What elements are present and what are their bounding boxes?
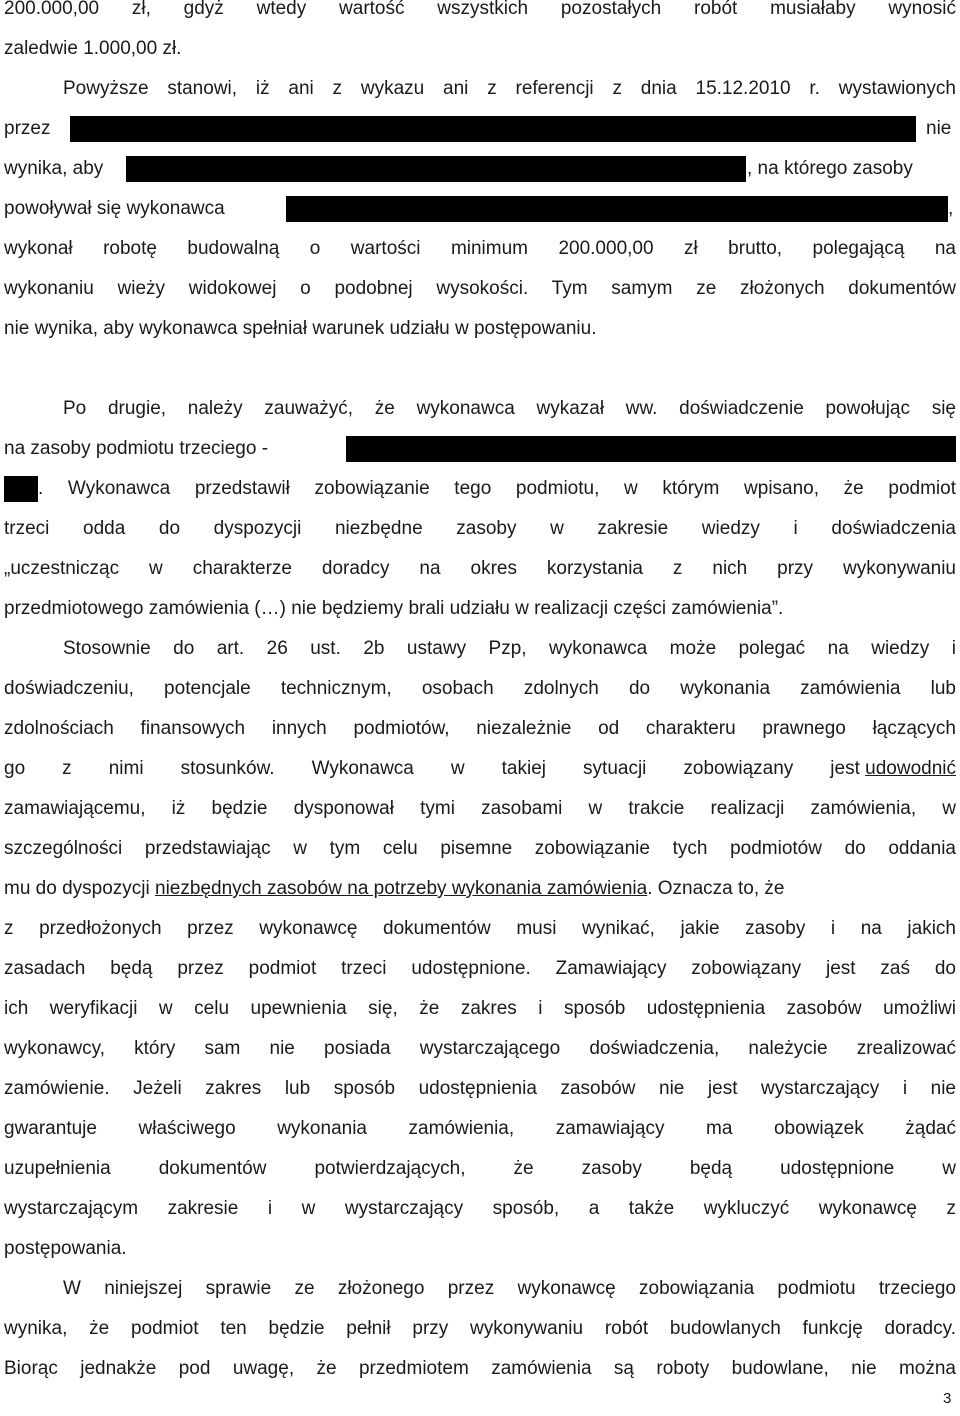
text-segment: go z nimi stosunków. Wykonawca w takiej sytuacji zobowiązany jest bbox=[4, 758, 866, 779]
text-line: zasadach będą przez podmiot trzeci udostępnione. Zamawiający zobowiązany jest zaś do bbox=[4, 958, 956, 979]
text-line: zamówienie. Jeżeli zakres lub sposób udostępnienia zasobów nie jest wystarczający i nie bbox=[4, 1078, 956, 1099]
redaction-bar bbox=[346, 436, 956, 462]
text-line: W niniejszej sprawie ze złożonego przez wykonawcę zobowiązania podmiotu trzeciego bbox=[63, 1278, 956, 1299]
text-line: przedmiotowego zamówienia (…) nie będziemy brali udziału w realizacji części zamówienia”. bbox=[4, 598, 784, 619]
text-line: . Wykonawca przedstawił zobowiązanie tego podmiotu, w którym wpisano, że podmiot bbox=[38, 478, 956, 499]
text-line: wynika, że podmiot ten będzie pełnił przy wykonywaniu robót budowlanych funkcję doradcy. bbox=[4, 1318, 956, 1339]
page-number: 3 bbox=[943, 1390, 952, 1407]
text-line: ich weryfikacji w celu upewnienia się, że zakres i sposób udostępnienia zasobów umożliwi bbox=[4, 998, 956, 1019]
text-line bbox=[4, 756, 956, 782]
text-line: powoływał się wykonawca bbox=[4, 198, 225, 219]
text-line: Powyższe stanowi, iż ani z wykazu ani z referencji z dnia 15.12.2010 r. wystawionych bbox=[63, 78, 956, 99]
text-line: wykonał robotę budowalną o wartości minimum 200.000,00 zł brutto, polegającą na bbox=[4, 238, 956, 259]
text-line: zaledwie 1.000,00 zł. bbox=[4, 38, 182, 59]
text-line: uzupełnienia dokumentów potwierdzających, że zasoby będą udostępnione w bbox=[4, 1158, 956, 1179]
text-line: wynika, aby bbox=[4, 158, 104, 179]
text-line: gwarantuje właściwego wykonania zamówienia, zamawiający ma obowiązek żądać bbox=[4, 1118, 956, 1139]
underlined-text: udowodnić bbox=[865, 758, 956, 779]
redaction-bar bbox=[126, 156, 746, 182]
text-line: doświadczeniu, potencjale technicznym, osobach zdolnych do wykonania zamówienia lub bbox=[4, 678, 956, 699]
text-line: Stosownie do art. 26 ust. 2b ustawy Pzp, wykonawca może polegać na wiedzy i bbox=[63, 638, 956, 659]
redaction-bar bbox=[70, 116, 916, 142]
text-line: 200.000,00 zł, gdyż wtedy wartość wszystkich pozostałych robót musiałaby wynosić bbox=[4, 0, 956, 19]
text-line: , bbox=[948, 198, 954, 219]
text-line: Biorąc jednakże pod uwagę, że przedmiotem zamówienia są roboty budowlane, nie można bbox=[4, 1358, 956, 1379]
text-line: na zasoby podmiotu trzeciego - bbox=[4, 438, 269, 459]
text-line: wykonaniu wieży widokowej o podobnej wysokości. Tym samym ze złożonych dokumentów bbox=[4, 278, 956, 299]
text-line: wystarczającym zakresie i w wystarczający sposób, a także wykluczyć wykonawcę z bbox=[4, 1198, 956, 1219]
text-line: z przedłożonych przez wykonawcę dokumentów musi wynikać, jakie zasoby i na jakich bbox=[4, 918, 956, 939]
text-line: , na którego zasoby bbox=[747, 158, 913, 179]
text-line: wykonawcy, który sam nie posiada wystarczającego doświadczenia, należycie zrealizować bbox=[4, 1038, 956, 1059]
text-line: postępowania. bbox=[4, 1238, 127, 1259]
text-line: zdolnościach finansowych innych podmiotów, niezależnie od charakteru prawnego łączących bbox=[4, 718, 956, 739]
redaction-bar bbox=[286, 196, 948, 222]
text-segment: . Oznacza to, że bbox=[647, 878, 785, 899]
underlined-text: niezbędnych zasobów na potrzeby wykonania zamówienia bbox=[155, 878, 648, 899]
redaction-bar bbox=[4, 476, 38, 502]
text-line: przez bbox=[4, 118, 51, 139]
text-line: zamawiającemu, iż będzie dysponował tymi zasobami w trakcie realizacji zamówienia, w bbox=[4, 798, 956, 819]
text-line: „uczestnicząc w charakterze doradcy na okres korzystania z nich przy wykonywaniu bbox=[4, 558, 956, 579]
text-line: Po drugie, należy zauważyć, że wykonawca wykazał ww. doświadczenie powołując się bbox=[63, 398, 956, 419]
text-line: nie bbox=[926, 118, 952, 139]
text-line: nie wynika, aby wykonawca spełniał warunek udziału w postępowaniu. bbox=[4, 318, 597, 339]
text-segment: mu do dyspozycji bbox=[4, 878, 156, 899]
text-line: trzeci odda do dyspozycji niezbędne zasoby w zakresie wiedzy i doświadczenia bbox=[4, 518, 956, 539]
text-line bbox=[4, 876, 956, 902]
text-line: szczególności przedstawiając w tym celu pisemne zobowiązanie tych podmiotów do oddania bbox=[4, 838, 956, 859]
